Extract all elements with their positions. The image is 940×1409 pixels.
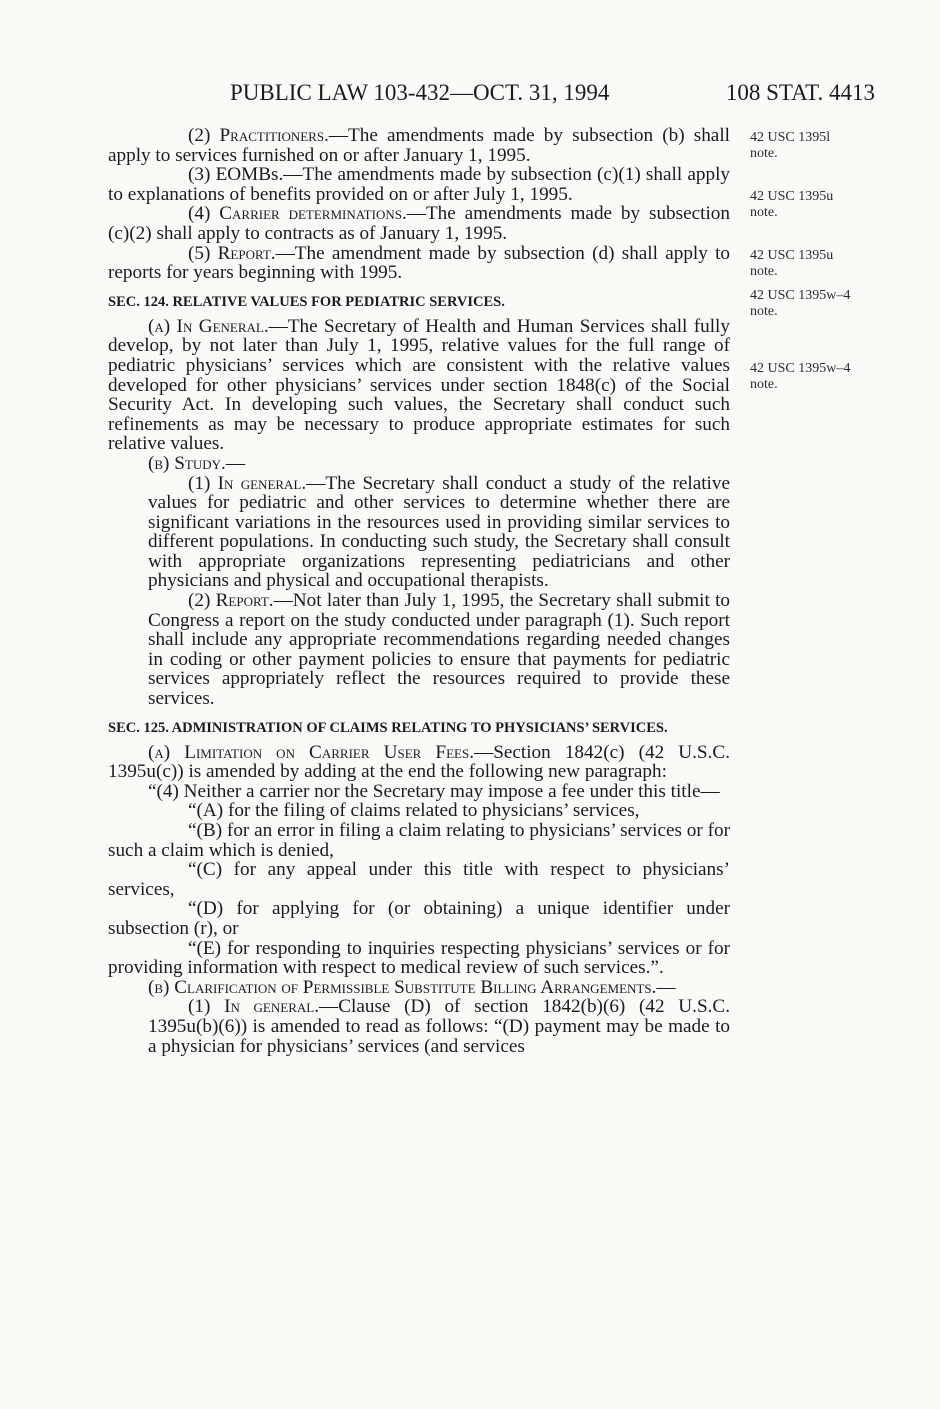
- header-stat-page: 108 STAT. 4413: [725, 80, 875, 105]
- section-125-b-1: [108, 997, 730, 1056]
- paragraph-text: —: [225, 452, 246, 474]
- paragraph-text: —Clause (D) of section 1842(b)(6) (42 U.S.C. 1395u(b)(6)) is amended to read as follows: “(D) payment may be made to a physician for physicians’ services (and services: [148, 996, 731, 1057]
- paragraph-label: (b) Clarification of Permissible Substitute Billing Arrangements.: [148, 976, 657, 998]
- margin-note-1395l: [750, 130, 890, 162]
- paragraph-5-report: [108, 244, 730, 283]
- section-124-heading: SEC. 124. RELATIVE VALUES FOR PEDIATRIC SERVICES.: [108, 293, 505, 310]
- page-header: [230, 80, 875, 116]
- margin-note-1395u-b: [750, 248, 890, 280]
- paragraph-text: —The amendments made by subsection (b) shall apply to services furnished on or after January 1, 1995.: [108, 125, 730, 166]
- paragraph-label: (4) Carrier determinations.: [188, 203, 407, 225]
- paragraph-2-practitioners: [108, 126, 730, 165]
- section-124-b-1: [108, 474, 730, 592]
- paragraph-text: —The amendment made by subsection (d) shall apply to reports for years beginning with 1995.: [108, 242, 731, 284]
- margin-note-cite: 42 USC 1395u: [750, 189, 834, 204]
- paragraph-text: —The Secretary of Health and Human Services shall fully develop, by not later than July 1, 1995, relative values for the full range of pediatric physicians’ services which are consistent with the relative values developed for other physicians’ services under section 1848(c) of the Social Security Act. In developing such values, the Secretary shall conduct such refinements as may be necessary to produce appropriate estimates for such relative values.: [108, 315, 730, 455]
- margin-note-label: note.: [750, 264, 778, 279]
- section-125-b: [108, 978, 730, 998]
- paragraph-label: (3) EOMBs.: [188, 164, 284, 186]
- paragraph-label: (2) Report.: [188, 590, 274, 612]
- section-124-b-2: [108, 591, 730, 709]
- paragraph-4-carrier: [108, 204, 730, 243]
- paragraph-text: —: [656, 976, 676, 998]
- margin-note-label: note.: [750, 304, 778, 319]
- quoted-paragraph-4: “(4) Neither a carrier nor the Secretary may impose a fee under this title—: [148, 780, 720, 802]
- quoted-clause-c: “(C) for any appeal under this title with respect to physicians’ services,: [108, 859, 730, 900]
- paragraph-text: —The amendments made by subsection (c)(1) shall apply to explanations of benefits provided on or after July 1, 1995.: [108, 164, 730, 205]
- paragraph-label: (a) Limitation on Carrier User Fees.: [148, 741, 474, 763]
- margin-note-1395u-a: [750, 189, 890, 221]
- section-124-a: [108, 317, 730, 454]
- section-125-a: [108, 743, 730, 782]
- quoted-clause-e: “(E) for responding to inquiries respecting physicians’ services or for providing information with respect to medical review of such services.”.: [108, 937, 730, 979]
- paragraph-label: (1) In general.: [188, 472, 307, 494]
- margin-note-label: note.: [750, 377, 778, 392]
- header-law-date: PUBLIC LAW 103-432—OCT. 31, 1994: [230, 80, 610, 105]
- quoted-clause-d: “(D) for applying for (or obtaining) a unique identifier under subsection (r), or: [108, 898, 730, 939]
- paragraph-3-eombs: [108, 165, 730, 204]
- section-124-b: [108, 454, 730, 474]
- margin-note-1395w4-a: [750, 288, 890, 320]
- margin-note-cite: 42 USC 1395w–4: [750, 361, 851, 376]
- paragraph-label: (b) Study.: [148, 452, 226, 474]
- paragraph-text: —Not later than July 1, 1995, the Secretary shall submit to Congress a report on the study conducted under paragraph (1). Such report shall include any appropriate recommendations regarding needed changes in coding or other payment policies to ensure that payments for pediatric services appropriately reflect the resources required to provide these services.: [148, 590, 731, 710]
- body-text: [108, 126, 730, 1056]
- paragraph-label: (a) In General.: [148, 315, 269, 337]
- margin-note-cite: 42 USC 1395l: [750, 130, 831, 145]
- margin-note-label: note.: [750, 205, 778, 220]
- quoted-clause-b: “(B) for an error in filing a claim relating to physicians’ services or for such a claim which is denied,: [108, 820, 730, 861]
- paragraph-label: (1) In general.: [188, 996, 320, 1018]
- paragraph-label: (2) Practitioners.: [188, 125, 329, 146]
- section-125-heading: SEC. 125. ADMINISTRATION OF CLAIMS RELATING TO PHYSICIANS’ SERVICES.: [108, 719, 668, 736]
- margin-note-cite: 42 USC 1395w–4: [750, 288, 851, 303]
- margin-note-cite: 42 USC 1395u: [750, 248, 834, 263]
- paragraph-text: —Section 1842(c) (42 U.S.C. 1395u(c)) is amended by adding at the end the following new paragraph:: [108, 741, 730, 783]
- margin-note-label: note.: [750, 146, 778, 161]
- paragraph-text: —The Secretary shall conduct a study of the relative values for pediatric and other services to determine whether there are significant variations in the resources used in providing similar services to different populations. In conducting such study, the Secretary shall consult with appropriate organizations representing pediatricians and other physicians and physical and occupational therapists.: [148, 472, 730, 592]
- paragraph-label: (5) Report.: [188, 242, 276, 264]
- margin-note-1395w4-b: [750, 361, 890, 393]
- quoted-clause-a: “(A) for the filing of claims related to physicians’ services,: [188, 800, 640, 822]
- paragraph-text: —The amendments made by subsection (c)(2) shall apply to contracts as of January 1, 1995.: [108, 203, 730, 244]
